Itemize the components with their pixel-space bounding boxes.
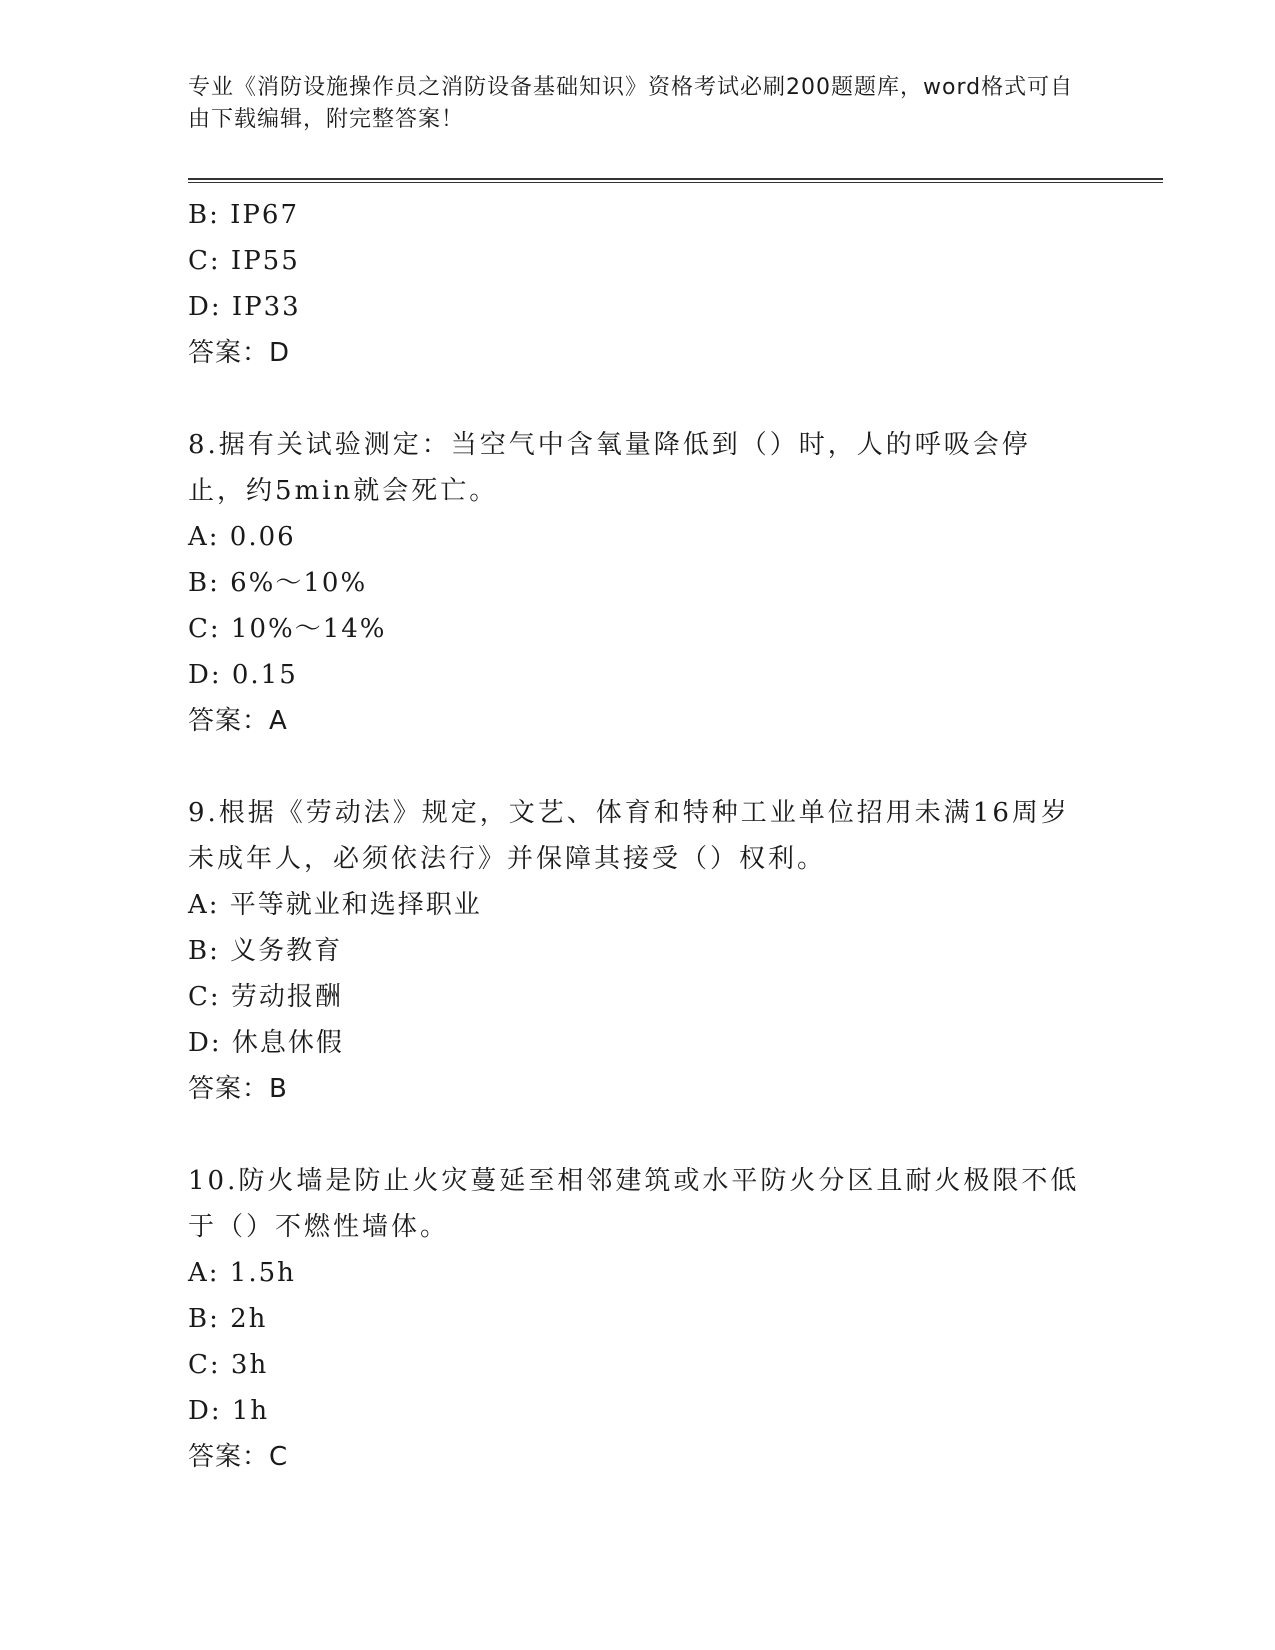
- option-d: D: 0.15: [188, 660, 298, 690]
- question-8: [188, 422, 1088, 744]
- question-text: 9.根据《劳动法》规定，文艺、体育和特种工业单位招用未满16周岁未成年人，必须依法行》并保障其接受（）权利。: [188, 798, 1070, 874]
- question-10: [188, 1158, 1088, 1480]
- question-text: 8.据有关试验测定：当空气中含氧量降低到（）时，人的呼吸会停止，约5min就会死亡。: [188, 430, 1031, 506]
- option-c: C: 10%～14%: [188, 614, 387, 644]
- option-b: B: IP67: [188, 200, 299, 230]
- answer-line: 答案：C: [188, 1442, 289, 1472]
- previous-question-tail: [188, 192, 1088, 376]
- answer-line: 答案：D: [188, 338, 291, 368]
- option-d: D: IP33: [188, 292, 301, 322]
- option-a: A: 0.06: [188, 522, 296, 552]
- option-b: B: 6%～10%: [188, 568, 368, 598]
- option-c: C: IP55: [188, 246, 300, 276]
- question-9: [188, 790, 1088, 1112]
- header-divider: [188, 178, 1163, 183]
- option-d: D: 休息休假: [188, 1028, 344, 1058]
- answer-line: 答案：A: [188, 706, 288, 736]
- option-a: A: 平等就业和选择职业: [188, 890, 482, 920]
- question-text: 10.防火墙是防止火灾蔓延至相邻建筑或水平防火分区且耐火极限不低于（）不燃性墙体。: [188, 1166, 1080, 1242]
- option-b: B: 义务教育: [188, 936, 343, 966]
- document-header: 专业《消防设施操作员之消防设备基础知识》资格考试必刷200题题库，word格式可自由下载编辑，附完整答案！: [188, 75, 1074, 132]
- question-list: [188, 192, 1088, 1480]
- option-c: C: 劳动报酬: [188, 982, 343, 1012]
- answer-line: 答案：B: [188, 1074, 288, 1104]
- option-d: D: 1h: [188, 1396, 270, 1426]
- option-a: A: 1.5h: [188, 1258, 296, 1288]
- option-b: B: 2h: [188, 1304, 268, 1334]
- option-c: C: 3h: [188, 1350, 269, 1380]
